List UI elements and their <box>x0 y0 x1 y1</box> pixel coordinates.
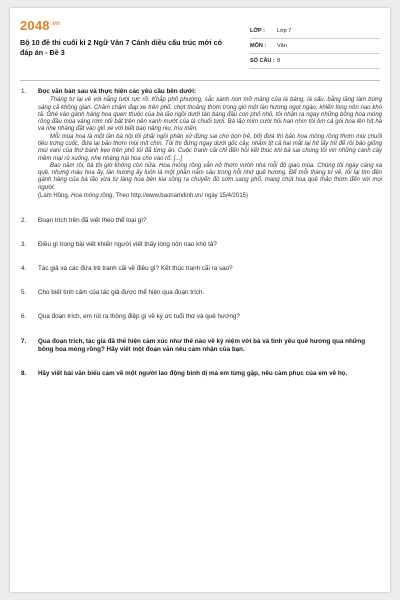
site-logo[interactable] <box>20 18 60 33</box>
question-number: 2. <box>21 216 27 224</box>
passage-paragraph: Bao năm rồi, bà tôi giờ không còn nữa. Hoa móng rồng vẫn nở thơm vườn nhà mỗi độ giao mùa. Chúng tôi ngày càng xa quê, nhưng màu hoa ấy, làn hương ấy luôn là một phần nằm sâu trong nỗi nhớ quê hương. Để mỗi tháng tư về, tôi lại tìm đến gánh hàng của bà lão vừa từ làng hoa bên kia sông ra chuyến đò sớm sang phố, mang chút hoa quê thảo thơm đến với mọi người. <box>38 162 382 191</box>
question-text: Hãy viết bài văn biểu cảm về một người lao động bình dị mà em từng gặp, nêu cảm phục của em về họ. <box>38 369 348 377</box>
reading-passage <box>38 97 382 192</box>
document-title: Bộ 10 đề thi cuối kì 2 Ngữ Văn 7 Cánh diều cấu trúc mới có đáp án - Đề 3 <box>20 38 223 57</box>
question-list <box>18 88 382 378</box>
source-title: Hoa móng rồng <box>71 193 113 200</box>
logo-domain-text: .vn <box>50 20 61 27</box>
source-author: (Lam Hồng, <box>38 193 72 200</box>
question-2 <box>18 217 382 225</box>
question-number: 3. <box>21 240 27 248</box>
meta-value: 8 <box>277 58 281 64</box>
question-number: 4. <box>21 264 27 272</box>
logo-main-text: 2048 <box>20 18 50 33</box>
question-4 <box>18 265 382 273</box>
passage-source <box>38 193 382 201</box>
header <box>20 18 380 76</box>
meta-table <box>250 24 380 69</box>
passage-paragraph: Mỗi mùa hoa là một lần bà nội tôi phải ngồi phân xử đúng sai cho bọn trẻ, bởi đứa thì bảo hoa móng rồng thơm mùi chuối tiêu trứng cuốc, đứa lại bảo thơm mùi mít chín. Tôi thì đứng ngay dưới gốc cây, nhắm tịt cả hai mắt lại hít lấy hít để rồi bảo giống mùi vani của thứ bánh kẹo trên phố tôi đã từng ăn. Cuộc tranh cãi chỉ đến hồi kết thúc khi bà sai chúng tôi vin những cành cây mềm mại rủ xuống, nhẹ nhàng hái hoa cho vào rổ. [...] <box>38 133 382 162</box>
source-link: , Theo http://www.baonamdinh.vn/ ngày 15/4/2015) <box>112 193 249 200</box>
meta-key: LỚP : <box>250 28 265 34</box>
meta-row-subject <box>250 39 380 54</box>
question-prompt: Đọc văn bản sau và thực hiện các yêu cầu bên dưới: <box>38 88 197 95</box>
question-number: 5. <box>21 289 27 297</box>
question-number: 1. <box>21 88 27 95</box>
question-7 <box>18 338 382 354</box>
question-number: 7. <box>21 337 27 345</box>
question-text: Qua đoạn trích, tác giả đã thể hiện cảm xúc như thế nào về kỷ niệm với bà và tình yêu quê hương qua những bông hoa móng rồng? Hãy viết một đoạn văn nêu cảm nhận của bạn. <box>38 337 366 353</box>
question-text: Đoạn trích trên đã viết theo thể loại gì? <box>38 216 147 224</box>
question-number: 6. <box>21 313 27 321</box>
meta-key: SỐ CÂU : <box>250 58 275 64</box>
worksheet-page <box>10 8 390 592</box>
meta-row-class <box>250 24 380 39</box>
question-text: Tác giả và các đứa trẻ tranh cãi về điều gì? Kết thúc tranh cãi ra sao? <box>38 264 233 272</box>
meta-value: Lớp 7 <box>277 28 292 34</box>
question-text: Điều gì trong bài viết khiến người viết thấy lòng nôn nao khó tả? <box>38 240 217 248</box>
question-3 <box>18 241 382 249</box>
question-text: Qua đoạn trích, em rút ra thông điệp gì về ký ức tuổi thơ và quê hương? <box>38 313 240 321</box>
question-5 <box>18 289 382 297</box>
question-text: Cho biết tình cảm của tác giả được thể hiện qua đoạn trích. <box>38 289 205 297</box>
meta-row-count <box>250 54 380 69</box>
passage-paragraph: Tháng tư lại về với nắng tươi rực rỡ. Khắp phố phường, sắc xanh non mỡ màng của lá bàng, lá sấu, bằng lăng làm bừng sáng cả không gian. Chầm chậm đạp xe trên phố, chợt thoảng thơm trong gió một làn hương ngọt ngào, khiến lòng nôn nao khó tả. Ghé vào gánh hàng hoa quen thuộc của bà lão ngồi dưới tán bàng đầu con phố nhỏ, tôi nhận ra ngay những bông hoa móng rồng đầu mùa vàng rơm nổi bật trên nền xanh mướt của lá chuối tươi. Bà lão mỉm cười hỏi han nhìn tôi ôm cả gói hoa lên hít hà và nhẹ nhàng đặt vào giỏ xe với biết bao nâng niu, trìu mến. <box>38 97 382 133</box>
question-8 <box>18 370 382 378</box>
meta-value: Văn <box>277 43 287 49</box>
header-divider <box>20 80 380 81</box>
question-6 <box>18 313 382 321</box>
question-1 <box>18 88 382 201</box>
meta-key: MÔN : <box>250 43 267 49</box>
question-number: 8. <box>21 369 27 377</box>
